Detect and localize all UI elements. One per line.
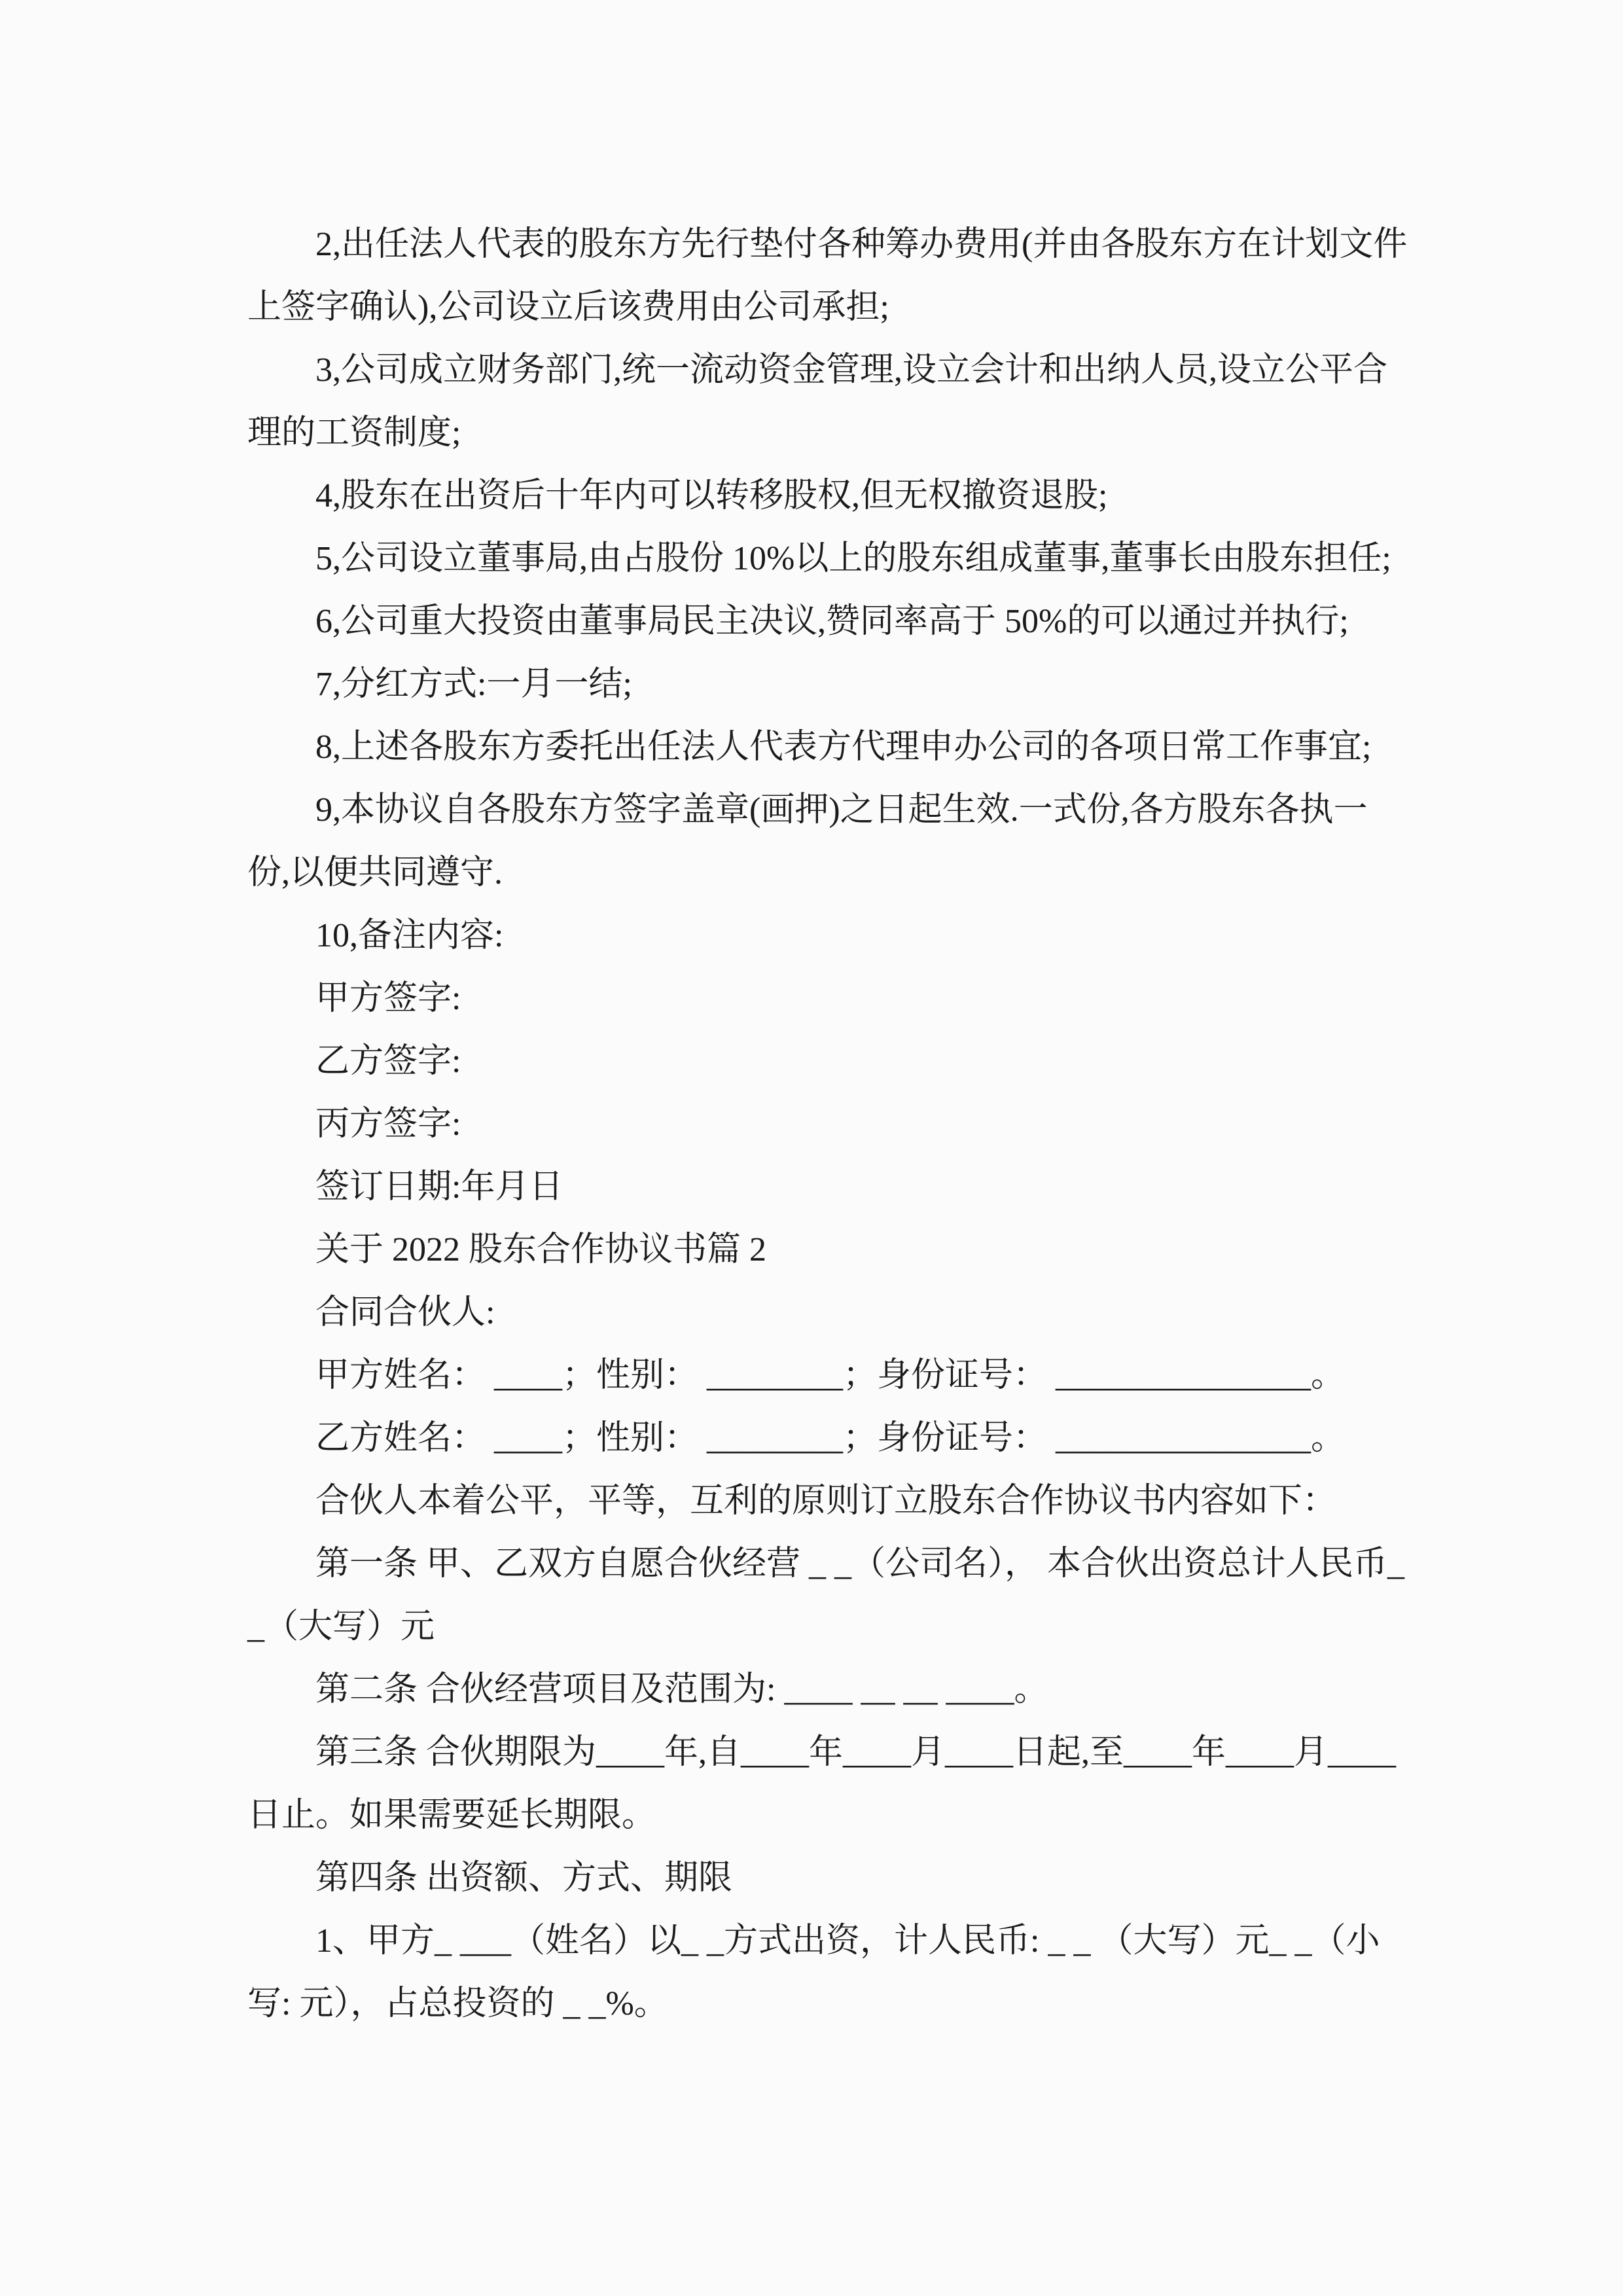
text-line: 写: 元），占总投资的 _ _%。 <box>247 1985 668 2022</box>
text-line: 乙方签字: <box>315 1043 461 1080</box>
text-line: 6,公司重大投资由董事局民主决议,赞同率高于 50%的可以通过并执行; <box>315 603 1349 640</box>
text-line: 第四条 出资额、方式、期限 <box>315 1859 733 1897</box>
text-line: 签订日期:年月日 <box>315 1168 563 1206</box>
text-line: 甲方姓名： ____；性别： ________；身份证号： _______________。 <box>315 1357 1346 1394</box>
text-line: 3,公司成立财务部门,统一流动资金管理,设立会计和出纳人员,设立公平合 <box>315 351 1388 389</box>
text-line: 份,以便共同遵守. <box>247 854 503 891</box>
text-line: 合伙人本着公平，平等，互利的原则订立股东合作协议书内容如下： <box>315 1482 1337 1520</box>
text-line: 10,备注内容: <box>315 917 504 954</box>
text-line: 甲方签字: <box>315 980 461 1017</box>
text-line: 第一条 甲、乙双方自愿合伙经营 _ _（公司名）， 本合伙出资总计人民币_ <box>315 1545 1405 1583</box>
text-line: 2,出任法人代表的股东方先行垫付各种筹办费用(并由各股东方在计划文件 <box>315 226 1408 263</box>
text-line: 上签字确认),公司设立后该费用由公司承担; <box>247 289 889 326</box>
text-line: 1、甲方_ ___（姓名）以_ _方式出资，计人民币: _ _ （大写）元_ _（小 <box>315 1922 1380 1960</box>
text-line: 理的工资制度; <box>247 414 461 452</box>
text-line: 4,股东在出资后十年内可以转移股权,但无权撤资退股; <box>315 477 1108 514</box>
document-body <box>247 213 1408 2036</box>
text-line: 8,上述各股东方委托出任法人代表方代理申办公司的各项日常工作事宜; <box>315 728 1372 766</box>
text-line: 乙方姓名： ____；性别： ________；身份证号： _______________。 <box>315 1420 1346 1457</box>
text-line: 9,本协议自各股东方签字盖章(画押)之日起生效.一式份,各方股东各执一 <box>315 791 1368 829</box>
text-line: 第三条 合伙期限为____年,自____年____月____日起,至____年____月____ <box>315 1734 1397 1771</box>
text-line: 5,公司设立董事局,由占股份 10%以上的股东组成董事,董事长由股东担任; <box>315 540 1391 577</box>
text-line: _（大写）元 <box>247 1608 435 1645</box>
text-line: 丙方签字: <box>315 1105 461 1143</box>
text-line: 合同合伙人: <box>315 1294 495 1331</box>
text-line: 第二条 合伙经营项目及范围为: ____ __ __ ____。 <box>315 1671 1048 1708</box>
text-line: 7,分红方式:一月一结; <box>315 666 632 703</box>
text-line: 关于 2022 股东合作协议书篇 2 <box>315 1231 767 1268</box>
text-line: 日止。如果需要延长期限。 <box>247 1797 656 1834</box>
